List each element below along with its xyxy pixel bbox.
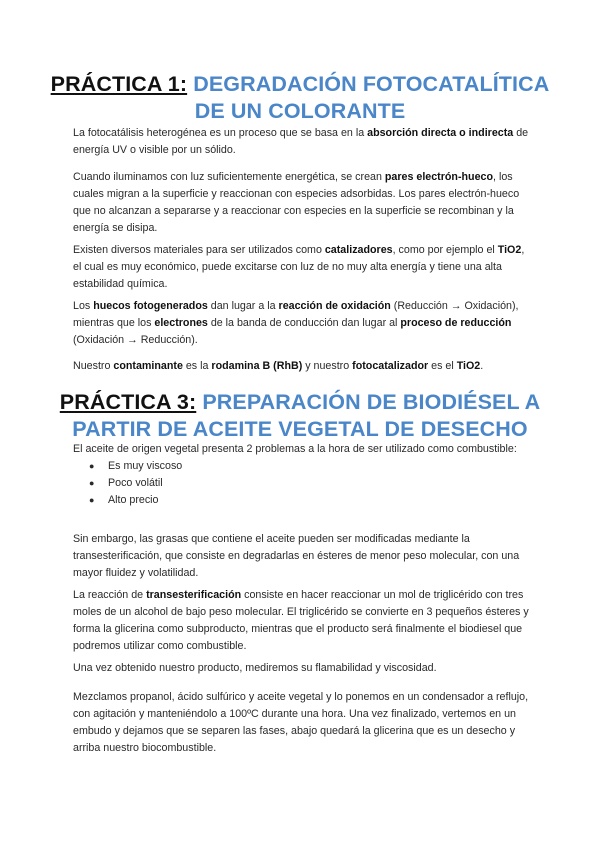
p1-paragraph-1: La fotocatálisis heterogénea es un proceso que se basa en la absorción directa o indirecta de energía UV o visible por un sólido. [73,127,529,156]
p3-paragraph-2: Sin embargo, las grasas que contiene el aceite pueden ser modificadas mediante la transesterificación, que consiste en degradarlas en ésteres de menor peso molecular, con una mayor fluidez y volatilidad. [73,533,520,579]
bullet-icon: ● [89,478,95,488]
p3-paragraph-5: Mezclamos propanol, ácido sulfúrico y aceite vegetal y lo ponemos en un condensador a reflujo, con agitación y manteniéndolo a 100ºC durante una hora. Una vez finalizado, vertemos en un embudo y dejamos que se separen las fases, abajo quedará la glicerina que es un desecho y arriba nuestro biocombustible. [73,691,529,754]
p1-paragraph-5: Nuestro contaminante es la rodamina B (RhB) y nuestro fotocatalizador es el TiO2. [73,360,484,372]
p3-paragraph-4: Una vez obtenido nuestro producto, mediremos su flamabilidad y viscosidad. [73,662,437,674]
p3-bullet-list [73,458,531,509]
p1-paragraph-2: Cuando iluminamos con luz suficientemente energética, se crean pares electrón-hueco, los cuales migran a la superficie y reaccionan con especies adsorbidas. Los pares electrón-hueco que no alcanzan a separarse y a reaccionar con especies en la superficie se recombinan y la energía se disipa. [73,171,520,234]
bullet-icon: ● [89,495,95,505]
p3-intro: El aceite de origen vegetal presenta 2 problemas a la hora de ser utilizado como combustible: ● Es muy viscoso ● Poco volátil ● Alto precio [73,441,531,509]
practica-1-heading [40,71,560,125]
list-item: ● Es muy viscoso [73,458,531,475]
list-item: ● Poco volátil [73,475,531,492]
list-item: ● Alto precio [73,492,531,509]
p1-paragraph-4: Los huecos fotogenerados dan lugar a la reacción de oxidación (Reducción → Oxidación), mientras que los electrones de la banda de conducción dan lugar al proceso de reducción (Oxidación → Reducción). [73,300,519,346]
practica-3-label: PRÁCTICA 3: [59,390,197,414]
bullet-icon: ● [89,461,95,471]
practica-1-title: DEGRADACIÓN FOTOCATALÍTICA DE UN COLORANTE [193,72,550,123]
p1-paragraph-3: Existen diversos materiales para ser utilizados como catalizadores, como por ejemplo el TiO2, el cual es muy económico, puede excitarse con luz de no muy alta energía y tiene una alta estabilidad química. [73,244,525,290]
practica-3-title: PREPARACIÓN DE BIODIÉSEL A PARTIR DE ACEITE VEGETAL DE DESECHO [72,390,541,441]
practica-3-heading [40,389,560,443]
p3-paragraph-3: La reacción de transesterificación consiste en hacer reaccionar un mol de triglicérido con tres moles de un alcohol de bajo peso molecular. El triglicérido se convierte en 3 pequeños ésteres y forma la glicerina como subproducto, mientras que el producto será finalmente el biodiesel que podremos utilizar como combustible. [73,589,529,652]
practica-1-label: PRÁCTICA 1: [50,72,188,96]
